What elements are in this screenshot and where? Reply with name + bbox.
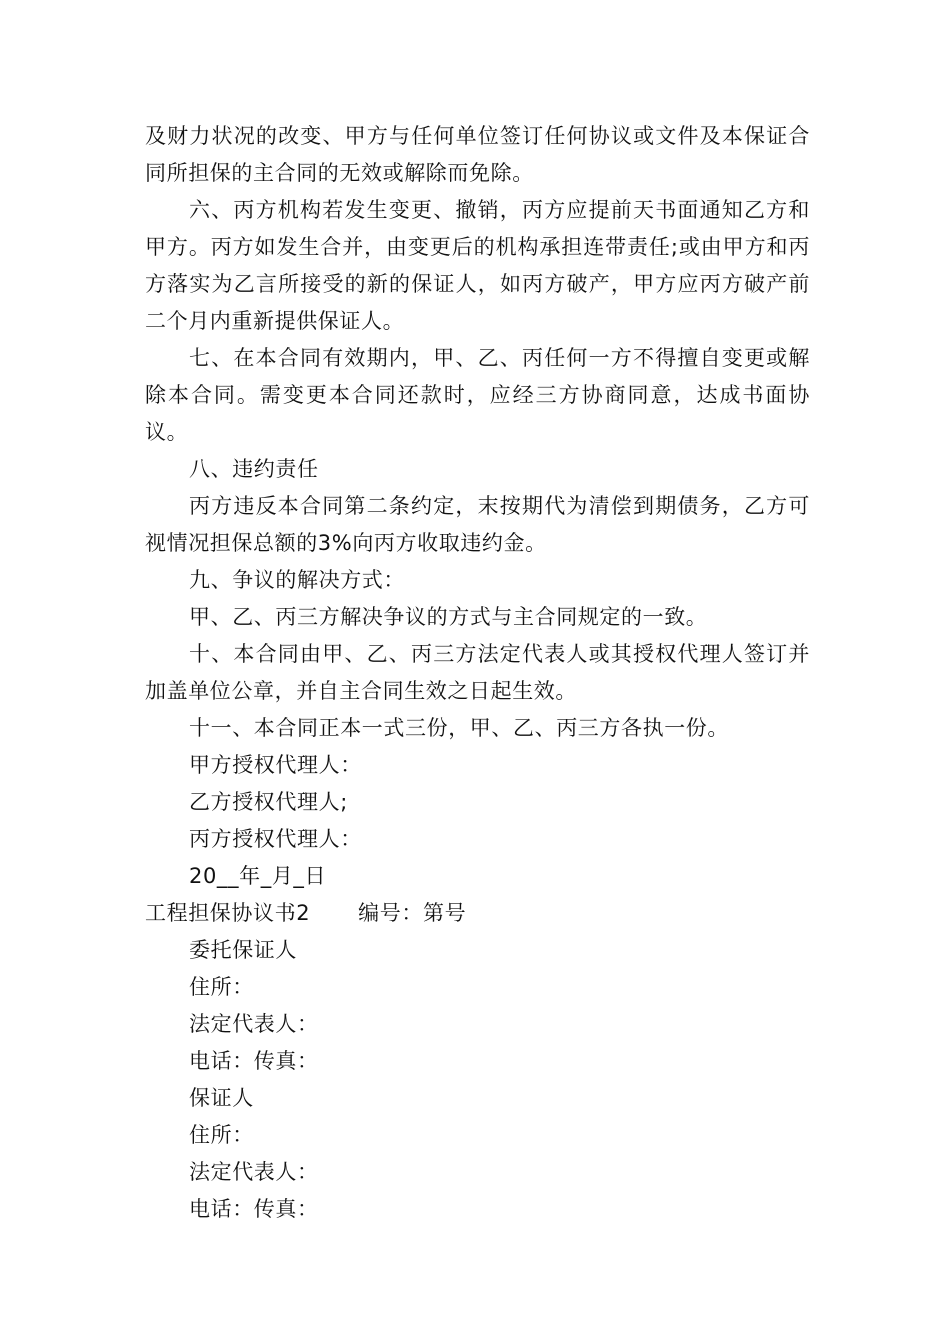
- party-line: 法定代表人：: [189, 1160, 319, 1184]
- party-line: 住所：: [189, 975, 254, 999]
- signature-line: 乙方授权代理人;: [189, 790, 348, 814]
- party-line: 法定代表人：: [189, 1012, 319, 1036]
- paragraph: 七、在本合同有效期内，甲、乙、丙任何一方不得擅自变更或解除本合同。需变更本合同还款时，应经三方协商同意，达成书面协议。: [145, 346, 810, 444]
- party-line: 委托保证人: [189, 938, 297, 962]
- paragraph: 六、丙方机构若发生变更、撤销，丙方应提前天书面通知乙方和甲方。丙方如发生合并，由变更后的机构承担连带责任;或由甲方和丙方落实为乙言所接受的新的保证人，如丙方破产，甲方应丙方破产前二个月内重新提供保证人。: [145, 198, 810, 333]
- second-agreement-title: 工程担保协议书2: [145, 901, 311, 925]
- paragraph: 八、违约责任: [189, 457, 319, 481]
- paragraph: 甲、乙、丙三方解决争议的方式与主合同规定的一致。: [189, 605, 708, 629]
- paragraph: 十、本合同由甲、乙、丙三方法定代表人或其授权代理人签订并加盖单位公章，并自主合同生效之日起生效。: [145, 642, 810, 703]
- date-line: 20__年_月_日: [189, 864, 327, 888]
- paragraph: 丙方违反本合同第二条约定，末按期代为清偿到期债务，乙方可视情况担保总额的3%向丙方收取违约金。: [145, 494, 810, 555]
- signature-line: 甲方授权代理人：: [189, 753, 362, 777]
- agreement-number-label: 编号：第号: [358, 901, 467, 925]
- paragraph: 十一、本合同正本一式三份，甲、乙、丙三方各执一份。: [189, 716, 729, 740]
- second-agreement-heading: [145, 895, 810, 932]
- party-line: 电话：传真：: [189, 1197, 319, 1221]
- document-body: [145, 118, 810, 1228]
- signature-line: 丙方授权代理人：: [189, 827, 362, 851]
- party-line: 电话：传真：: [189, 1049, 319, 1073]
- party-line: 住所：: [189, 1123, 254, 1147]
- paragraph: 及财力状况的改变、甲方与任何单位签订任何协议或文件及本保证合同所担保的主合同的无效或解除而免除。: [145, 124, 810, 185]
- paragraph: 九、争议的解决方式：: [189, 568, 405, 592]
- party-line: 保证人: [189, 1086, 254, 1110]
